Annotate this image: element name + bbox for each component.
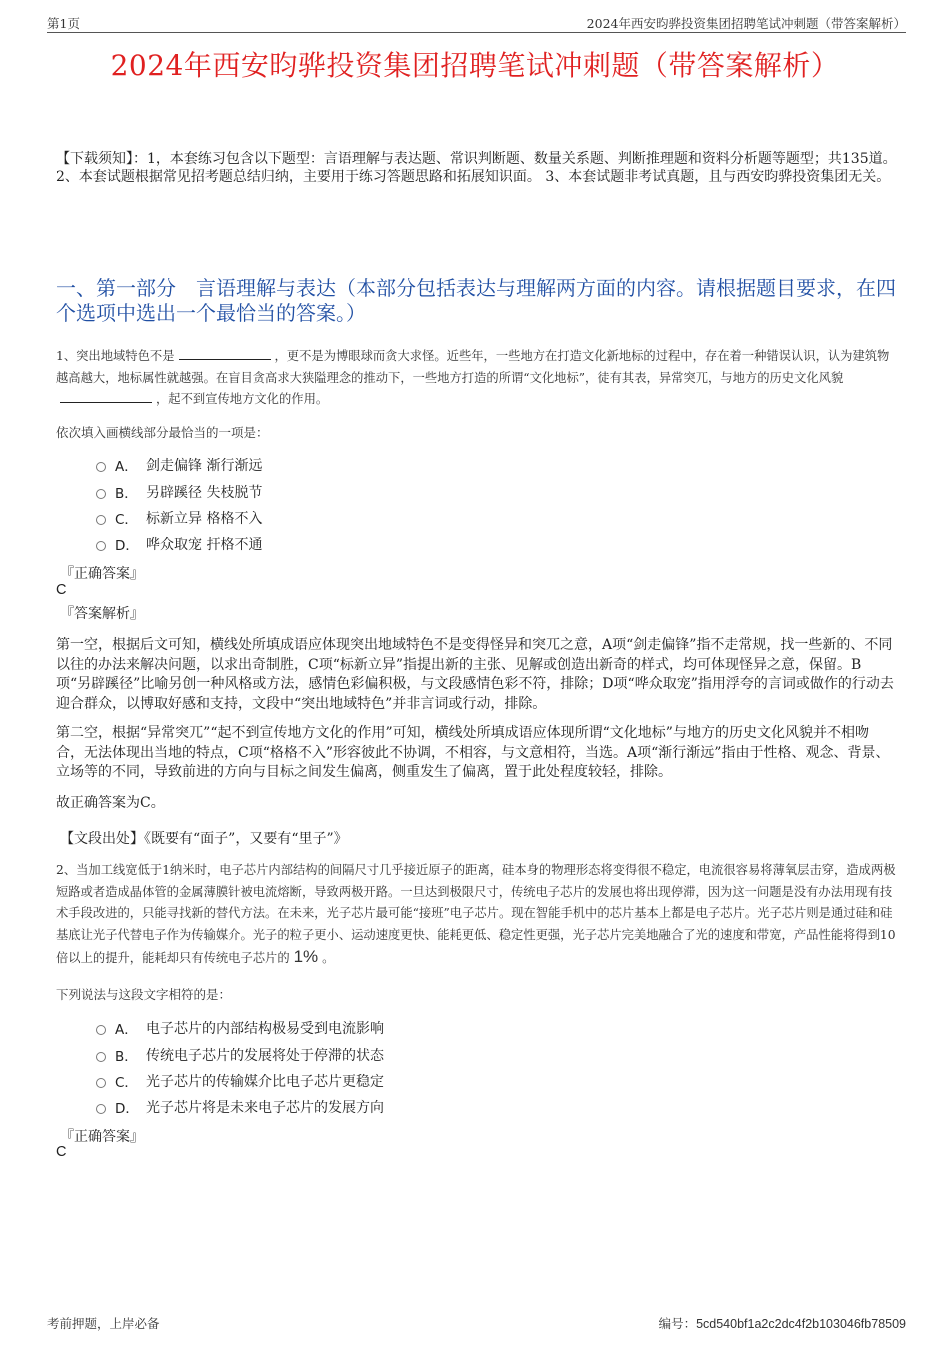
q1-option-b[interactable]: B． 另辟蹊径 失枝脱节 [96, 478, 262, 504]
radio-icon[interactable] [96, 1104, 106, 1114]
footer-code: 编号：5cd540bf1a2c2dc4f2b103046fb78509 [658, 1316, 906, 1331]
q2-answer-label: 『正确答案』 [60, 1129, 144, 1145]
q1-stem-part-a: 1、突出地域特色不是 [56, 349, 175, 363]
question-1-stem [56, 346, 898, 411]
q1-prompt: 依次填入画横线部分最恰当的一项是： [56, 425, 269, 440]
radio-icon[interactable] [96, 462, 106, 472]
q2-stem-end: 。 [322, 951, 335, 965]
q1-stem-part-c: ，起不到宣传地方文化的作用。 [156, 392, 329, 406]
q2-option-b[interactable]: B． 传统电子芯片的发展将处于停滞的状态 [96, 1041, 384, 1067]
q1-conclusion: 故正确答案为C。 [56, 795, 165, 811]
download-notice: 【下载须知】：1，本套练习包含以下题型：言语理解与表达题、常识判断题、数量关系题、判断推理题和资料分析题等题型；共135道。 2、本套试题根据常见招考题总结归纳，主要用于练习答题思路和拓展知识面。 3、本套试题非考试真题，且与西安昀骅投资集团无关。 [56, 151, 897, 185]
fill-blank [60, 391, 152, 403]
q2-option-a[interactable]: A． 电子芯片的内部结构极易受到电流影响 [96, 1015, 384, 1041]
q1-option-a[interactable]: A． 剑走偏锋 渐行渐远 [96, 452, 262, 478]
q1-analysis-para-2: 第二空，根据“异常突兀”“起不到宣传地方文化的作用”可知，横线处所填成语应体现所谓“文化地标”与地方的历史文化风貌并不相吻合，无法体现出当地的特点，C项“格格不入”形容彼此不协调，不相容，与文意相符，当选。A项“渐行渐远”指由于性格、观念、背景、立场等的不同，导致前进的方向与目标之间发生偏离，侧重发生了偏离，置于此处程度较轻，排除。 [56, 725, 890, 780]
q1-analysis-label: 『答案解析』 [60, 606, 144, 622]
q1-option-d[interactable]: D． 哗众取宠 扞格不通 [96, 531, 262, 557]
footer-slogan: 考前押题，上岸必备 [47, 1316, 160, 1331]
radio-icon[interactable] [96, 541, 106, 551]
page-header [47, 14, 906, 33]
q1-stem-part-b: ，更不是为博眼球而贪大求怪。近些年，一些地方在打造文化新地标的过程中，存在着一种错误认识，认为建筑物越高越大，地标属性就越强。在盲目贪高求大狭隘理念的推动下，一些地方打造的所谓“文化地标”，徒有其表，异常突兀，与地方的历史文化风貌 [56, 349, 890, 385]
q2-prompt: 下列说法与这段文字相符的是： [56, 987, 232, 1002]
fill-blank [179, 348, 271, 360]
q1-option-c[interactable]: C． 标新立异 格格不入 [96, 505, 262, 531]
question-2-stem [56, 860, 898, 970]
document-title: 2024年西安昀骅投资集团招聘笔试冲刺题（带答案解析） [110, 49, 840, 82]
q1-answer-label: 『正确答案』 [60, 566, 144, 582]
radio-icon[interactable] [96, 489, 106, 499]
q2-percent: 1% [293, 947, 319, 966]
header-doc-title: 2024年西安昀骅投资集团招聘笔试冲刺题（带答案解析） [586, 16, 906, 31]
q1-answer: C [56, 582, 67, 598]
radio-icon[interactable] [96, 1052, 106, 1062]
q1-analysis-para-1: 第一空，根据后文可知，横线处所填成语应体现突出地域特色不是变得怪异和突兀之意，A项“剑走偏锋”指不走常规，找一些新的、不同以往的办法来解决问题，以求出奇制胜，C项“标新立异”指提出新的主张、见解或创造出新奇的样式，均可体现怪异之意，保留。B项“另辟蹊径”比喻另创一种风格或方法，感情色彩偏积极，与文段感情色彩不符，排除；D项“哗众取宠”指用浮夸的言词或做作的行动去迎合群众，以博取好感和支持，文段中“突出地域特色”并非言词或行动，排除。 [56, 637, 894, 712]
q1-source: 【文段出处】《既要有“面子”，又要有“里子”》 [60, 831, 348, 847]
q2-options [96, 1015, 384, 1121]
q2-option-d[interactable]: D． 光子芯片将是未来电子芯片的发展方向 [96, 1094, 384, 1120]
q2-option-c[interactable]: C． 光子芯片的传输媒介比电子芯片更稳定 [96, 1068, 384, 1094]
radio-icon[interactable] [96, 1025, 106, 1035]
q2-stem: 2、当加工线宽低于1纳米时，电子芯片内部结构的间隔尺寸几乎接近原子的距离，硅本身的物理形态将变得很不稳定，电流很容易将薄氧层击穿，造成两极短路或者造成晶体管的金属薄膜针被电流熔断，导致两极开路。一旦达到极限尺寸，传统电子芯片的发展也将出现停滞，因为这一问题是没有办法用现有技术手段改进的，只能寻找新的替代方法。在未来，光子芯片最可能“接班”电子芯片。现在智能手机中的芯片基本上都是电子芯片。光子芯片则是通过硅和硅基底让光子代替电子作为传输媒介。光子的粒子更小、运动速度更快、能耗更低、稳定性更强，光子芯片完美地融合了光的速度和带宽，产品性能将得到10倍以上的提升，能耗却只有传统电子芯片的 [56, 863, 896, 965]
page-number: 第1页 [47, 16, 80, 31]
section-heading: 一、第一部分 言语理解与表达（本部分包括表达与理解两方面的内容。请根据题目要求，在四个选项中选出一个最恰当的答案。） [56, 276, 896, 325]
radio-icon[interactable] [96, 515, 106, 525]
radio-icon[interactable] [96, 1078, 106, 1088]
q1-options [96, 452, 262, 558]
q2-answer: C [56, 1144, 67, 1160]
